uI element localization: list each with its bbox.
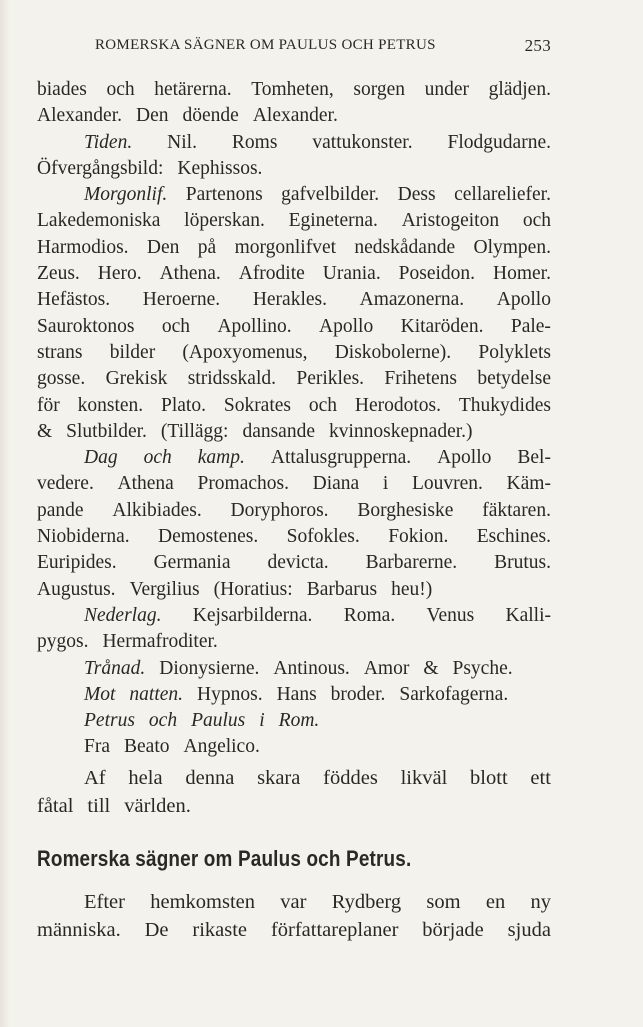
word: strans: [37, 341, 83, 363]
word: (Apoxyomenus,: [182, 341, 308, 363]
word: Sarkofagerna.: [399, 683, 509, 705]
word: löperskan.: [184, 210, 265, 232]
word: till: [87, 794, 111, 817]
word: föddes: [323, 767, 378, 789]
word: Demostenes.: [158, 526, 259, 548]
word: likväl: [400, 767, 448, 789]
word: Hefästos.: [37, 289, 111, 311]
text-line-17: [37, 498, 551, 524]
word: Flodgudarne.: [447, 131, 551, 153]
word: &: [37, 420, 53, 442]
word: Apollo: [437, 447, 492, 469]
word: Apollo: [319, 315, 374, 337]
word: glädjen.: [488, 79, 551, 100]
word: Herakles.: [252, 289, 327, 311]
word: hemkomsten: [150, 891, 256, 913]
contents-list: [37, 77, 551, 761]
word: Plato.: [161, 394, 206, 416]
text-line-4: [37, 156, 551, 182]
word: Louvren.: [411, 473, 483, 495]
word: gosse.: [37, 368, 86, 390]
word: Hero.: [97, 263, 142, 285]
word: blott: [470, 767, 508, 789]
word: i: [259, 710, 265, 732]
word: De: [144, 919, 169, 941]
word: denna: [185, 767, 235, 789]
word: på: [197, 236, 217, 258]
text-line-13: [37, 393, 551, 419]
word: Den: [146, 236, 180, 258]
text-line-14: [37, 419, 551, 445]
word: Egineterna.: [288, 210, 378, 232]
text-line-24: [37, 682, 551, 708]
word: vedere.: [37, 473, 94, 495]
word: Polyklets: [478, 341, 551, 363]
word: Roma.: [343, 604, 396, 626]
word: i: [382, 473, 389, 495]
word: Barbarus: [306, 578, 378, 600]
word: Athena.: [159, 263, 221, 285]
section-paragraph: [37, 888, 551, 944]
running-head-title: ROMERSKA SÄGNER OM PAULUS OCH PETRUS: [95, 37, 436, 53]
word: världen.: [124, 794, 191, 817]
text-line-19: [37, 550, 551, 576]
word: Efter: [84, 891, 125, 913]
word: hetärerna.: [154, 79, 232, 100]
section-line-2: [37, 916, 551, 944]
closing-line-2: [37, 793, 551, 821]
word: Thukydides: [458, 394, 551, 416]
word: vattukonster.: [312, 131, 413, 153]
word: dansande: [242, 420, 315, 442]
word: och: [106, 79, 135, 100]
word: gafvelbilder.: [281, 184, 380, 206]
word: kamp.: [197, 447, 245, 469]
word: Homer.: [493, 263, 551, 285]
word: Dess: [397, 184, 436, 206]
word: Fra: [84, 736, 110, 758]
word: Den: [136, 105, 169, 127]
word: Mot: [84, 683, 116, 705]
text-line-11: [37, 340, 551, 366]
word: Sokrates: [223, 394, 291, 416]
word: (Tillägg:: [160, 420, 229, 442]
word: och: [161, 315, 191, 337]
word: Alkibiades.: [112, 499, 202, 521]
text-line-9: [37, 287, 551, 313]
word: heu!): [391, 578, 433, 600]
word: Dag: [84, 447, 118, 469]
word: &: [423, 657, 439, 679]
text-line-26: [37, 734, 551, 760]
closing-line-1: [37, 765, 551, 793]
word: kvinnoskepnader.): [329, 420, 473, 442]
word: Öfvergångsbild:: [37, 157, 164, 179]
word: Dionysierne.: [159, 657, 260, 679]
word: Morgonlif.: [84, 184, 168, 206]
word: Angelico.: [183, 736, 260, 758]
word: Urania.: [322, 263, 381, 285]
word: Promachos.: [197, 473, 289, 495]
text-line-23: [37, 656, 551, 682]
word: cellareliefer.: [454, 184, 551, 206]
word: Apollo: [496, 289, 551, 311]
word: broder.: [330, 683, 386, 705]
word: Kejsarbilderna.: [192, 604, 313, 626]
word: Harmodios.: [37, 236, 129, 258]
text-line-5: [37, 182, 551, 208]
word: sjuda: [507, 919, 551, 941]
word: Afrodite: [238, 263, 305, 285]
word: Alexander.: [252, 105, 338, 127]
word: Partenons: [185, 184, 263, 206]
word: Olympen.: [473, 236, 551, 258]
closing-paragraph: [37, 765, 551, 820]
word: pande: [37, 499, 84, 521]
word: Diskobolerne).: [334, 341, 452, 363]
word: Antinous.: [273, 657, 350, 679]
text-line-20: [37, 577, 551, 603]
word: var: [280, 891, 307, 913]
text-line-1: [37, 77, 551, 103]
word: Psyche.: [452, 657, 513, 679]
word: hela: [128, 767, 163, 789]
word: sorgen: [353, 79, 406, 100]
text-line-8: [37, 261, 551, 287]
word: och: [143, 447, 172, 469]
text-line-10: [37, 314, 551, 340]
word: Kitaröden.: [400, 315, 484, 337]
word: Zeus.: [37, 263, 80, 285]
word: Tomheten,: [251, 79, 334, 100]
word: Hypnos.: [197, 683, 263, 705]
word: Grekisk: [105, 368, 168, 390]
word: människa.: [37, 919, 121, 941]
word: Pale-: [510, 315, 551, 337]
word: Herodotos.: [354, 394, 441, 416]
word: Käm-: [506, 473, 551, 495]
word: Fokion.: [388, 526, 449, 548]
word: Alexander.: [37, 105, 123, 127]
word: som: [426, 891, 461, 913]
word: Hermafroditer.: [102, 631, 218, 653]
word: natten.: [129, 683, 184, 705]
word: Hans: [276, 683, 317, 705]
word: Tiden.: [84, 131, 133, 153]
word: Nil.: [167, 131, 197, 153]
word: Vergilius: [129, 578, 200, 600]
word: Aristogeiton: [401, 210, 500, 232]
word: Sauroktonos: [37, 315, 135, 337]
word: Bel-: [517, 447, 551, 469]
word: (Horatius:: [213, 578, 293, 600]
word: Frihetens: [384, 368, 457, 390]
word: skara: [257, 767, 301, 789]
text-line-22: [37, 629, 551, 655]
word: devicta.: [267, 552, 329, 574]
text-line-18: [37, 524, 551, 550]
word: konsten.: [77, 394, 144, 416]
section-heading: Romerska sägner om Paulus och Petrus.: [37, 846, 412, 871]
word: fäktaren.: [482, 499, 551, 521]
word: Athena: [117, 473, 174, 495]
word: Eschines.: [476, 526, 551, 548]
word: bilder: [109, 341, 156, 363]
word: författareplaner: [270, 919, 399, 941]
word: morgonlifvet: [234, 236, 337, 258]
word: Nederlag.: [84, 604, 162, 626]
word: och: [522, 210, 551, 232]
word: Petrus: [84, 710, 135, 732]
word: ett: [530, 767, 551, 789]
word: stridsskald.: [187, 368, 276, 390]
text-line-16: [37, 471, 551, 497]
word: nedskådande: [354, 236, 456, 258]
word: en: [485, 891, 506, 913]
word: Af: [84, 767, 106, 789]
word: Attalusgrupperna.: [270, 447, 412, 469]
word: under: [424, 79, 470, 100]
word: Trånad.: [84, 657, 146, 679]
word: Perikles.: [296, 368, 365, 390]
word: Augustus.: [37, 578, 116, 600]
word: Apollino.: [217, 315, 292, 337]
text-line-6: [37, 208, 551, 234]
word: Poseidon.: [398, 263, 476, 285]
word: ny: [530, 891, 551, 913]
page-edge-shadow: [0, 0, 10, 1027]
word: Slutbilder.: [66, 420, 147, 442]
word: Roms: [231, 131, 278, 153]
page-number: 253: [524, 36, 551, 55]
word: döende: [182, 105, 239, 127]
word: Rydberg: [331, 891, 402, 913]
word: Sofokles.: [286, 526, 360, 548]
word: Kephissos.: [177, 157, 263, 179]
word: och: [148, 710, 178, 732]
text-line-2: [37, 103, 551, 129]
word: rikaste: [192, 919, 248, 941]
word: för: [37, 394, 60, 416]
text-line-12: [37, 366, 551, 392]
word: Lakedemoniska: [37, 210, 161, 232]
word: Amazonerna.: [359, 289, 465, 311]
word: Niobiderna.: [37, 526, 130, 548]
word: Amor: [363, 657, 410, 679]
word: Kalli-: [505, 604, 551, 626]
word: och: [308, 394, 338, 416]
text-line-21: [37, 603, 551, 629]
text-line-15: [37, 445, 551, 471]
text-line-3: [37, 130, 551, 156]
word: Beato: [124, 736, 170, 758]
text-line-7: [37, 235, 551, 261]
section-line-1: [37, 888, 551, 916]
word: Doryphoros.: [230, 499, 329, 521]
word: Heroerne.: [142, 289, 221, 311]
word: började: [422, 919, 484, 941]
word: Borghesiske: [357, 499, 454, 521]
word: Paulus: [191, 710, 246, 732]
word: betydelse: [477, 368, 551, 390]
running-head: [95, 37, 551, 59]
word: Barbarerne.: [365, 552, 458, 574]
word: Rom.: [278, 710, 320, 732]
word: Venus: [426, 604, 475, 626]
word: fåtal: [37, 794, 74, 817]
word: Diana: [312, 473, 360, 495]
word: Brutus.: [494, 552, 551, 574]
word: pygos.: [37, 631, 89, 653]
word: Germania: [153, 552, 231, 574]
word: biades: [37, 79, 87, 100]
word: Euripides.: [37, 552, 117, 574]
text-line-25: [37, 708, 551, 734]
